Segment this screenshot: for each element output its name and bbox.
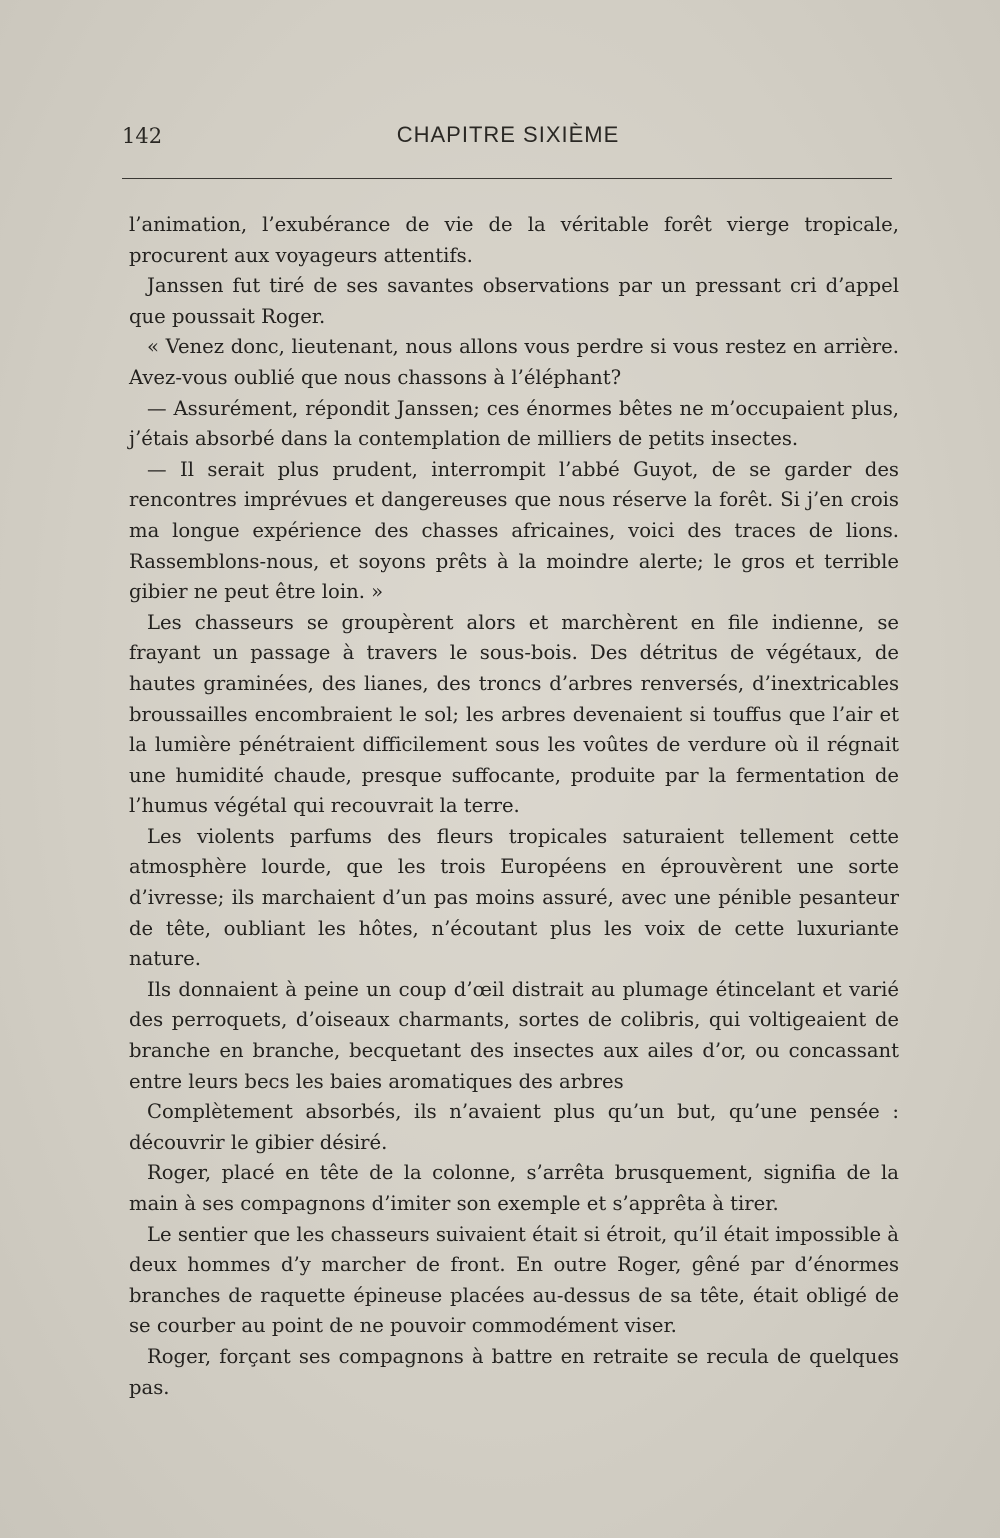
running-title: CHAPITRE SIXIÈME (396, 122, 620, 147)
paragraph: « Venez donc, lieutenant, nous allons vous perdre si vous restez en arrière. Avez-vous oublié que nous chassons à l’éléphant? (129, 335, 899, 389)
paragraph: Ils donnaient à peine un coup d’œil distrait au plumage étincelant et varié des perroquets, d’oiseaux charmants, sortes de colibris, qui voltigeaient de branche en branche, becquetant des insectes aux ailes d’or, ou concassant entre leurs becs les baies aromatiques des arbres (129, 977, 899, 1093)
header-rule (122, 178, 892, 179)
body-text (129, 210, 899, 1403)
paragraph: Janssen fut tiré de ses savantes observations par un pressant cri d’appel que poussait Roger. (129, 274, 899, 328)
paragraph: Les chasseurs se groupèrent alors et marchèrent en file indienne, se frayant un passage à travers le sous-bois. Des détritus de végétaux, de hautes graminées, des lianes, des troncs d’arbres renversés, d’inextricables broussailles encombraient le sol; les arbres devenaient si touffus que l’air et la lumière pénétraient difficilement sous les voûtes de verdure où il régnait une humidité chaude, presque suffocante, produite par la fermentation de l’humus végétal qui recouvrait la terre. (129, 610, 899, 818)
paragraph: Le sentier que les chasseurs suivaient était si étroit, qu’il était impossible à deux hommes d’y marcher de front. En outre Roger, gêné par d’énormes branches de raquette épineuse placées au-dessus de sa tête, était obligé de se courber au point de ne pouvoir commodément viser. (129, 1222, 899, 1338)
paragraph: Les violents parfums des fleurs tropicales saturaient tellement cette atmosphère lourde, que les trois Européens en éprouvèrent une sorte d’ivresse; ils marchaient d’un pas moins assuré, avec une pénible pesanteur de tête, oubliant les hôtes, n’écoutant plus les voix de cette luxuriante nature. (129, 824, 899, 971)
paragraph: l’animation, l’exubérance de vie de la véritable forêt vierge tropicale, procurent aux voyageurs attentifs. (129, 213, 899, 267)
paragraph: Roger, placé en tête de la colonne, s’arrêta brusquement, signifia de la main à ses compagnons d’imiter son exemple et s’apprêta à tirer. (129, 1161, 899, 1215)
paragraph: Complètement absorbés, ils n’avaient plus qu’un but, qu’une pensée : découvrir le gibier désiré. (129, 1100, 899, 1154)
paragraph: Roger, forçant ses compagnons à battre en retraite se recula de quelques pas. (129, 1344, 899, 1399)
paragraph: — Assurément, répondit Janssen; ces énormes bêtes ne m’occupaient plus, j’étais absorbé dans la contemplation de milliers de petits insectes. (129, 396, 899, 451)
page-header (122, 118, 894, 158)
paragraph: — Il serait plus prudent, interrompit l’abbé Guyot, de se garder des rencontres imprévues et dangereuses que nous réserve la forêt. Si j’en crois ma longue expérience des chasses africaines, voici des traces de lions. Rassemblons-nous, et soyons prêts à la moindre alerte; le gros et terrible gibier ne peut être loin. » (129, 457, 899, 604)
page-number: 142 (122, 124, 163, 148)
